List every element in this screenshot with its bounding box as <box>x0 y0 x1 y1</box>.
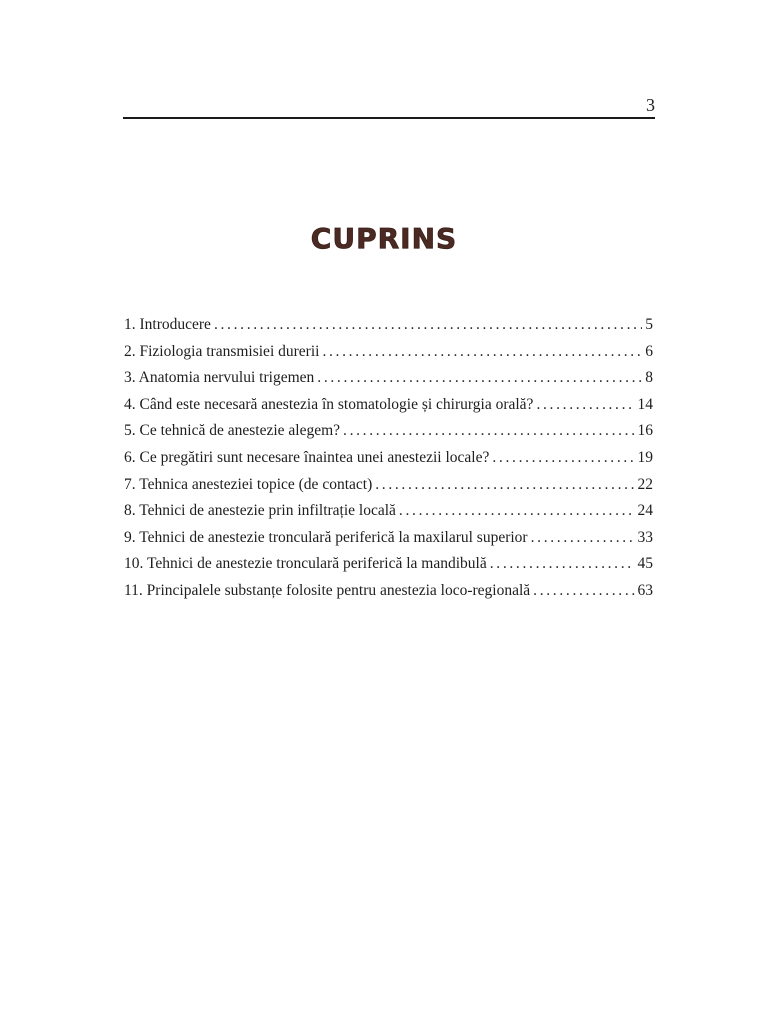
toc-entry-title: 11. Principalele substanțe folosite pentru anestezia loco-regională <box>124 581 531 599</box>
toc-entry-page: 45 <box>637 555 653 573</box>
toc-entry-title: 6. Ce pregătiri sunt necesare înaintea unei anestezii locale? <box>124 448 490 466</box>
toc-entry-2 <box>124 339 653 366</box>
toc-leader-dots <box>375 472 634 499</box>
toc-entry-3 <box>124 365 653 392</box>
toc-entry-page: 8 <box>645 369 653 387</box>
page-number: 3 <box>646 95 655 115</box>
toc-entry-title: 8. Tehnici de anestezie prin infiltrație locală <box>124 502 396 520</box>
toc-entry-title: 9. Tehnici de anestezie tronculară periferică la maxilarul superior <box>124 528 528 546</box>
toc-entry-6 <box>124 445 653 472</box>
toc-entry-page: 6 <box>645 342 653 360</box>
toc-entry-title: 3. Anatomia nervului trigemen <box>124 369 315 387</box>
toc-leader-dots <box>343 418 634 445</box>
toc-entry-title: 2. Fiziologia transmisiei durerii <box>124 342 320 360</box>
toc-entry-9 <box>124 525 653 552</box>
toc-leader-dots <box>317 365 642 392</box>
toc-entry-title: 1. Introducere <box>124 316 211 333</box>
toc-leader-dots <box>214 312 642 339</box>
toc-entry-10 <box>124 551 653 578</box>
toc-entry-1 <box>124 312 653 339</box>
toc-entry-page: 14 <box>637 395 653 413</box>
toc-entry-5 <box>124 418 653 445</box>
toc-entry-title: 7. Tehnica anesteziei topice (de contact) <box>124 475 373 493</box>
toc-entry-title: 10. Tehnici de anestezie tronculară periferică la mandibulă <box>124 555 487 573</box>
toc-entry-page: 22 <box>637 475 653 493</box>
toc-entry-title: 5. Ce tehnică de anestezie alegem? <box>124 422 341 440</box>
toc-leader-dots <box>490 551 635 578</box>
toc-leader-dots <box>531 525 635 552</box>
table-of-contents <box>124 312 653 605</box>
toc-entry-8 <box>124 498 653 525</box>
toc-leader-dots <box>399 498 635 525</box>
toc-entry-page: 19 <box>637 448 653 466</box>
toc-leader-dots <box>533 578 634 605</box>
page-title: CUPRINS <box>310 222 458 255</box>
toc-leader-dots <box>492 445 634 472</box>
toc-entry-page: 33 <box>637 528 653 546</box>
toc-entry-7 <box>124 472 653 499</box>
toc-entry-page: 16 <box>637 422 653 440</box>
toc-entry-page: 5 <box>645 316 653 333</box>
toc-leader-dots <box>322 339 642 366</box>
toc-leader-dots <box>536 392 634 419</box>
toc-entry-4 <box>124 392 653 419</box>
toc-entry-title: 4. Când este necesară anestezia în stomatologie și chirurgia orală? <box>124 395 534 413</box>
toc-entry-page: 24 <box>637 502 653 520</box>
toc-entry-page: 63 <box>637 581 653 599</box>
toc-entry-11 <box>124 578 653 605</box>
header-rule <box>123 117 655 119</box>
